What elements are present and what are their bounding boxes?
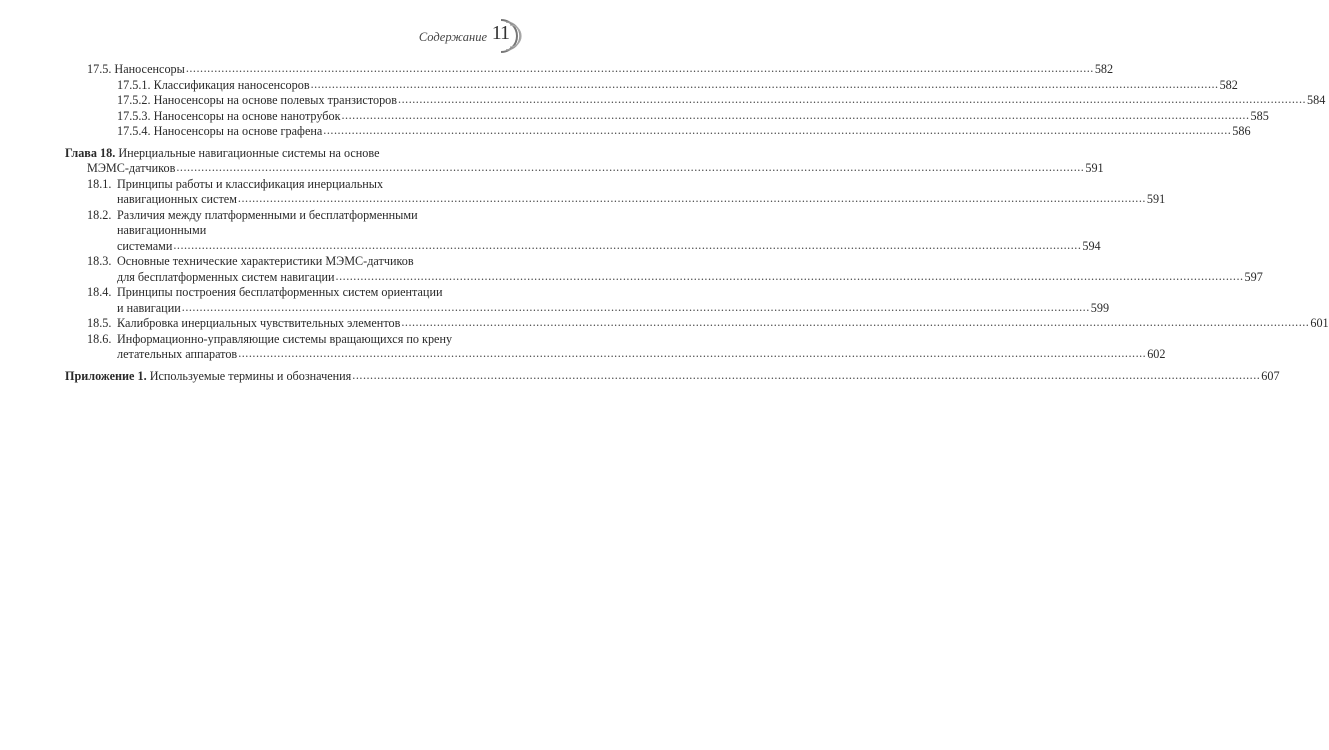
- toc-entry-title-line: Основные технические характеристики МЭМС-датчиков: [117, 254, 414, 268]
- toc-entry-17-5-3[interactable]: [87, 108, 1269, 125]
- toc-entry-title: Наносенсоры на основе графена: [153, 124, 323, 138]
- dot-leader: [238, 191, 1146, 207]
- toc-entry-page: 582: [1094, 62, 1114, 76]
- toc-entry-number: 17.5.1.: [117, 77, 151, 92]
- toc-entry-number: 17.5.2.: [117, 93, 151, 107]
- toc-entry-number: 18.2.: [87, 207, 112, 222]
- toc-entry-title-line: Информационно-управляющие системы вращающихся по крену: [117, 331, 453, 346]
- dot-leader: [352, 368, 1260, 384]
- toc-entry-page: 591: [1146, 192, 1166, 206]
- dot-leader: [176, 160, 1084, 176]
- toc-entry-17-5-2[interactable]: [87, 93, 1326, 109]
- dot-leader: [398, 92, 1306, 108]
- chapter-title-line1: Инерциальные навигационные системы на основе: [118, 145, 380, 160]
- appendix-title: Используемые термины и обозначения: [149, 368, 352, 383]
- running-header: [0, 22, 525, 52]
- toc-entry-number: 18.6.: [87, 331, 112, 346]
- toc-appendix-1[interactable]: [65, 368, 1280, 385]
- dot-leader: [323, 123, 1231, 139]
- toc-entry-page: 584: [1307, 93, 1326, 107]
- header-title: Содержание: [418, 30, 487, 44]
- dot-leader: [336, 269, 1244, 285]
- toc-entry-number: 17.5.: [87, 62, 112, 76]
- toc-entry-page: 599: [1090, 300, 1110, 315]
- toc-entry-title-line: для бесплатформенных систем навигации: [117, 269, 335, 284]
- toc-entry-title-line: Различия между платформенными и бесплатформенными: [117, 207, 418, 222]
- toc-entry-18-2[interactable]: [87, 207, 1101, 255]
- toc-entry-page: 591: [1085, 161, 1104, 175]
- toc-entry-18-4[interactable]: [87, 285, 1110, 316]
- toc-entry-18-3[interactable]: [87, 254, 1263, 285]
- toc-entry-page: 586: [1232, 124, 1251, 138]
- toc-entry-title-line: навигационными: [117, 223, 207, 237]
- toc-entry-17-5-1[interactable]: [87, 77, 1238, 94]
- toc-entry-title-line: и навигации: [117, 300, 181, 315]
- dot-leader: [311, 77, 1219, 93]
- toc-entry-page: 607: [1261, 368, 1280, 383]
- toc-entry-title: Классификация наносенсоров: [153, 77, 310, 92]
- appendix-label: Приложение 1.: [65, 368, 147, 383]
- toc-entry-title: Наносенсоры на основе полевых транзисторов: [153, 93, 398, 107]
- dot-leader: [182, 300, 1090, 316]
- toc-entry-18-1[interactable]: [87, 176, 1166, 208]
- toc-entry-number: 18.1.: [87, 176, 112, 191]
- dot-leader: [342, 108, 1250, 124]
- toc-entry-page: 602: [1147, 347, 1166, 361]
- toc-entry-title-line: летательных аппаратов: [117, 347, 238, 361]
- dot-leader: [173, 238, 1081, 254]
- table-of-contents: [65, 62, 1329, 384]
- toc-entry-page: 594: [1082, 238, 1101, 253]
- toc-entry-title-line: Калибровка инерциальных чувствительных элементов: [117, 316, 401, 330]
- dot-leader: [238, 346, 1146, 362]
- toc-entry-number: 18.5.: [87, 316, 112, 330]
- toc-entry-title-line: Принципы построения бесплатформенных систем ориентации: [117, 285, 443, 299]
- dot-leader: [186, 61, 1094, 77]
- toc-entry-number: 17.5.3.: [117, 108, 151, 123]
- toc-entry-title-line: навигационных систем: [117, 192, 237, 206]
- toc-entry-page: 601: [1310, 316, 1329, 330]
- toc-entry-number: 18.3.: [87, 254, 112, 268]
- toc-entry-title-line: системами: [117, 238, 173, 253]
- toc-chapter-18[interactable]: [65, 145, 1329, 363]
- chapter-title-line2: МЭМС-датчиков: [87, 161, 176, 175]
- toc-entry-title: Наносенсоры: [114, 62, 185, 76]
- toc-entry-title-line: Принципы работы и классификация инерциальных: [117, 176, 384, 191]
- dot-leader: [401, 315, 1309, 331]
- toc-entry-title: Наносенсоры на основе нанотрубок: [153, 108, 341, 123]
- toc-entry-page: 597: [1244, 269, 1263, 284]
- toc-entry-page: 582: [1219, 77, 1238, 92]
- toc-entry-18-6[interactable]: [87, 331, 1166, 363]
- toc-entry-page: 585: [1250, 108, 1269, 123]
- toc-entry-18-5[interactable]: [87, 316, 1329, 332]
- page-number: 11: [491, 22, 509, 44]
- toc-entry-17-5-4[interactable]: [87, 124, 1251, 140]
- page-number-arcs-icon: [495, 18, 525, 54]
- toc-entry-17-5[interactable]: [87, 62, 1114, 78]
- chapter-label: Глава 18.: [65, 145, 116, 160]
- toc-entry-number: 18.4.: [87, 285, 112, 299]
- toc-entry-number: 17.5.4.: [117, 124, 151, 138]
